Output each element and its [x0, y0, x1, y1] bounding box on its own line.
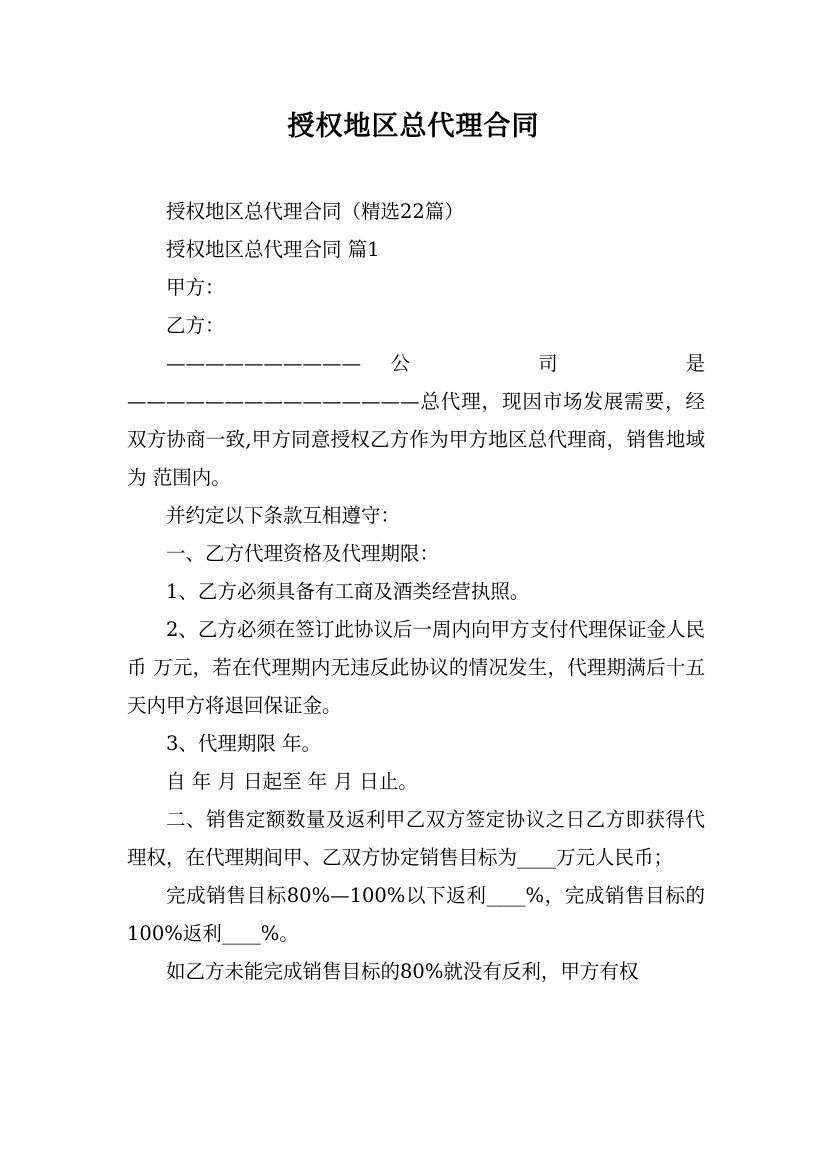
- paragraph-clause-1-2: 2、乙方必须在签订此协议后一周内向甲方支付代理保证金人民币 万元，若在代理期内无违反此协议的情况发生，代理期满后十五天内甲方将退回保证金。: [127, 618, 705, 717]
- paragraph-section-heading: 授权地区总代理合同 篇1: [166, 238, 380, 261]
- paragraph-clause-1-1: 1、乙方必须具备有工商及酒类经营执照。: [166, 580, 530, 603]
- paragraph-period-dates: 自 年 月 日起至 年 月 日止。: [166, 770, 418, 793]
- paragraph-clause-1-3: 3、代理期限 年。: [166, 732, 322, 755]
- paragraph-clause-1-heading: 一、乙方代理资格及代理期限：: [166, 542, 440, 565]
- document-body: [127, 193, 705, 991]
- document-title: 授权地区总代理合同: [287, 111, 540, 142]
- paragraph-company-line: ——————————公 司 是: [166, 352, 705, 375]
- paragraph-clause-2: 二、销售定额数量及返利甲乙双方签定协议之日乙方即获得代理权，在代理期间甲、乙双方协定销售目标为____万元人民币；: [127, 808, 705, 869]
- paragraph-party-b: 乙方：: [166, 314, 225, 337]
- paragraph-subtitle: 授权地区总代理合同（精选22篇）: [166, 200, 464, 223]
- paragraph-party-a: 甲方：: [166, 276, 225, 299]
- paragraph-no-rebate: 如乙方未能完成销售目标的80%就没有反利，甲方有权: [166, 960, 639, 983]
- paragraph-agreement: 并约定以下条款互相遵守：: [166, 504, 401, 527]
- paragraph-authorization: ———————————————总代理，现因市场发展需要，经双方协商一致,甲方同意授权乙方作为甲方地区总代理商，销售地域为 范围内。: [127, 390, 705, 489]
- paragraph-rebate-rates: 完成销售目标80%—100%以下返利____%，完成销售目标的100%返利____%。: [127, 884, 705, 945]
